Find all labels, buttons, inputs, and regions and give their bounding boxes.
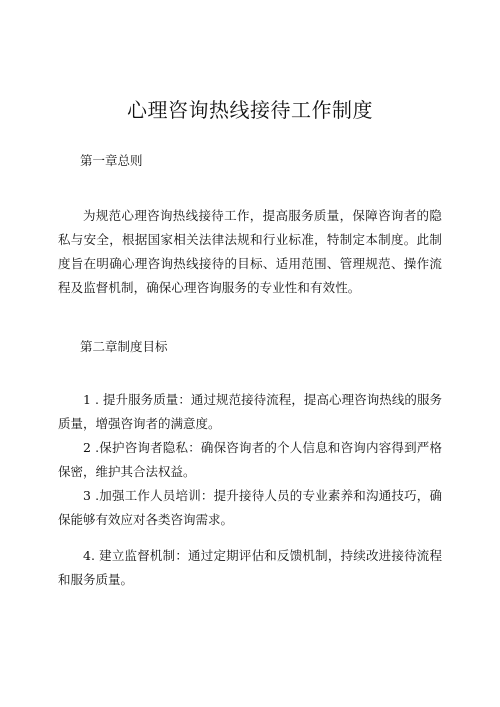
objective-item-2: 2 .保护咨询者隐私：确保咨询者的个人信息和咨询内容得到严格保密，维护其合法权益。 <box>58 440 442 479</box>
chapter-1-heading: 第一章总则 <box>80 153 143 168</box>
document-title: 心理咨询热线接待工作制度 <box>127 98 373 122</box>
chapter-2-heading: 第二章制度目标 <box>80 339 168 354</box>
objective-item-1: 1 . 提升服务质量：通过规范接待流程，提高心理咨询热线的服务质量，增强咨询者的满意度。 <box>58 392 442 431</box>
chapter-1-paragraph: 为规范心理咨询热线接待工作，提高服务质量，保障咨询者的隐私与安全，根据国家相关法律法规和行业标准，特制定本制度。此制度旨在明确心理咨询热线接待的目标、适用范围、管理规范、操作流程及监督机制，确保心理咨询服务的专业性和有效性。 <box>58 208 442 295</box>
objective-item-4: 4. 建立监督机制：通过定期评估和反馈机制，持续改进接待流程和服务质量。 <box>58 548 442 587</box>
objective-item-3: 3 .加强工作人员培训：提升接待人员的专业素养和沟通技巧，确保能够有效应对各类咨询需求。 <box>58 488 442 527</box>
